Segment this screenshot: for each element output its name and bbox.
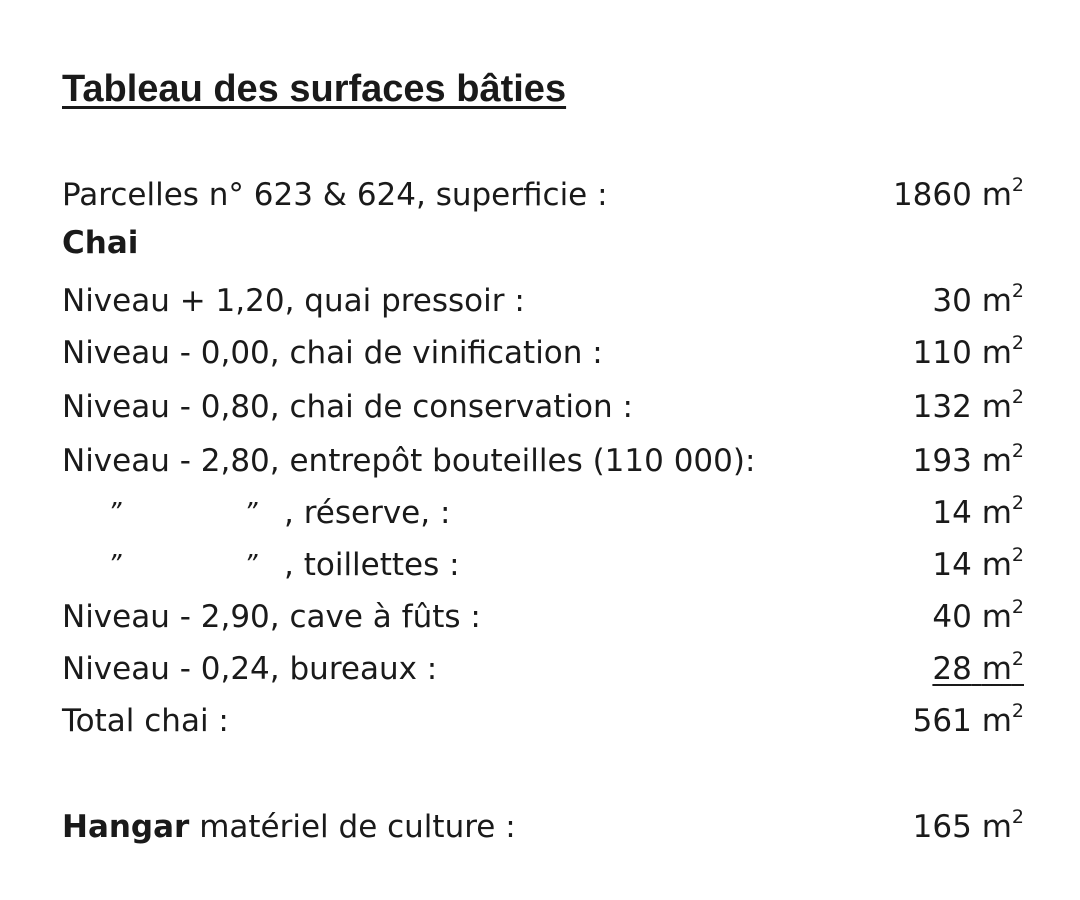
row-label: , réserve, : (284, 495, 451, 531)
table-row (62, 540, 1024, 590)
table-row (62, 328, 1024, 378)
parcelles-row (62, 170, 1024, 220)
document-title: Tableau des surfaces bâties (62, 68, 567, 110)
row-value: 40 $m^2$ (932, 596, 1024, 635)
row-label: Niveau - 0,80, chai de conservation : (62, 389, 633, 425)
table-row (62, 436, 1024, 486)
table-row (62, 276, 1024, 326)
hangar-row (62, 802, 1024, 852)
row-value: 14 $m^2$ (932, 492, 1024, 531)
row-value: 193 $m^2$ (912, 440, 1024, 479)
row-label: Niveau - 0,00, chai de vinification : (62, 335, 603, 371)
ditto-mark: ” (244, 498, 258, 528)
hangar-label (62, 802, 516, 852)
row-label: Niveau + 1,20, quai pressoir : (62, 283, 525, 319)
total-label: Total chai : (62, 703, 229, 739)
hangar-label-bold: Hangar (62, 809, 190, 845)
row-label: Niveau - 0,24, bureaux : (62, 651, 438, 687)
row-label: Niveau - 2,90, cave à fûts : (62, 599, 481, 635)
ditto-mark: ” (108, 498, 122, 528)
table-row (62, 644, 1024, 694)
row-label: , toillettes : (284, 547, 460, 583)
table-row (62, 382, 1024, 432)
hangar-label-rest: matériel de culture : (189, 809, 516, 845)
ditto-mark: ” (244, 550, 258, 580)
row-value: 28 $m^2$ (932, 648, 1024, 687)
row-value: 30 $m^2$ (932, 280, 1024, 319)
parcelles-label: Parcelles n° 623 & 624, superficie : (62, 177, 608, 213)
row-value: 110 $m^2$ (912, 332, 1024, 371)
chai-heading: Chai (62, 225, 139, 261)
ditto-mark: ” (108, 550, 122, 580)
parcelles-value: 1860 $m^2$ (892, 174, 1024, 213)
table-row (62, 592, 1024, 642)
chai-heading-row (62, 218, 1024, 268)
total-value: 561 $m^2$ (912, 700, 1024, 739)
row-value: 132 $m^2$ (912, 386, 1024, 425)
table-row (62, 488, 1024, 538)
row-value: 14 $m^2$ (932, 544, 1024, 583)
row-label: Niveau - 2,80, entrepôt bouteilles (110 000): (62, 443, 756, 479)
total-row (62, 696, 1024, 746)
hangar-value: 165 $m^2$ (912, 806, 1024, 845)
